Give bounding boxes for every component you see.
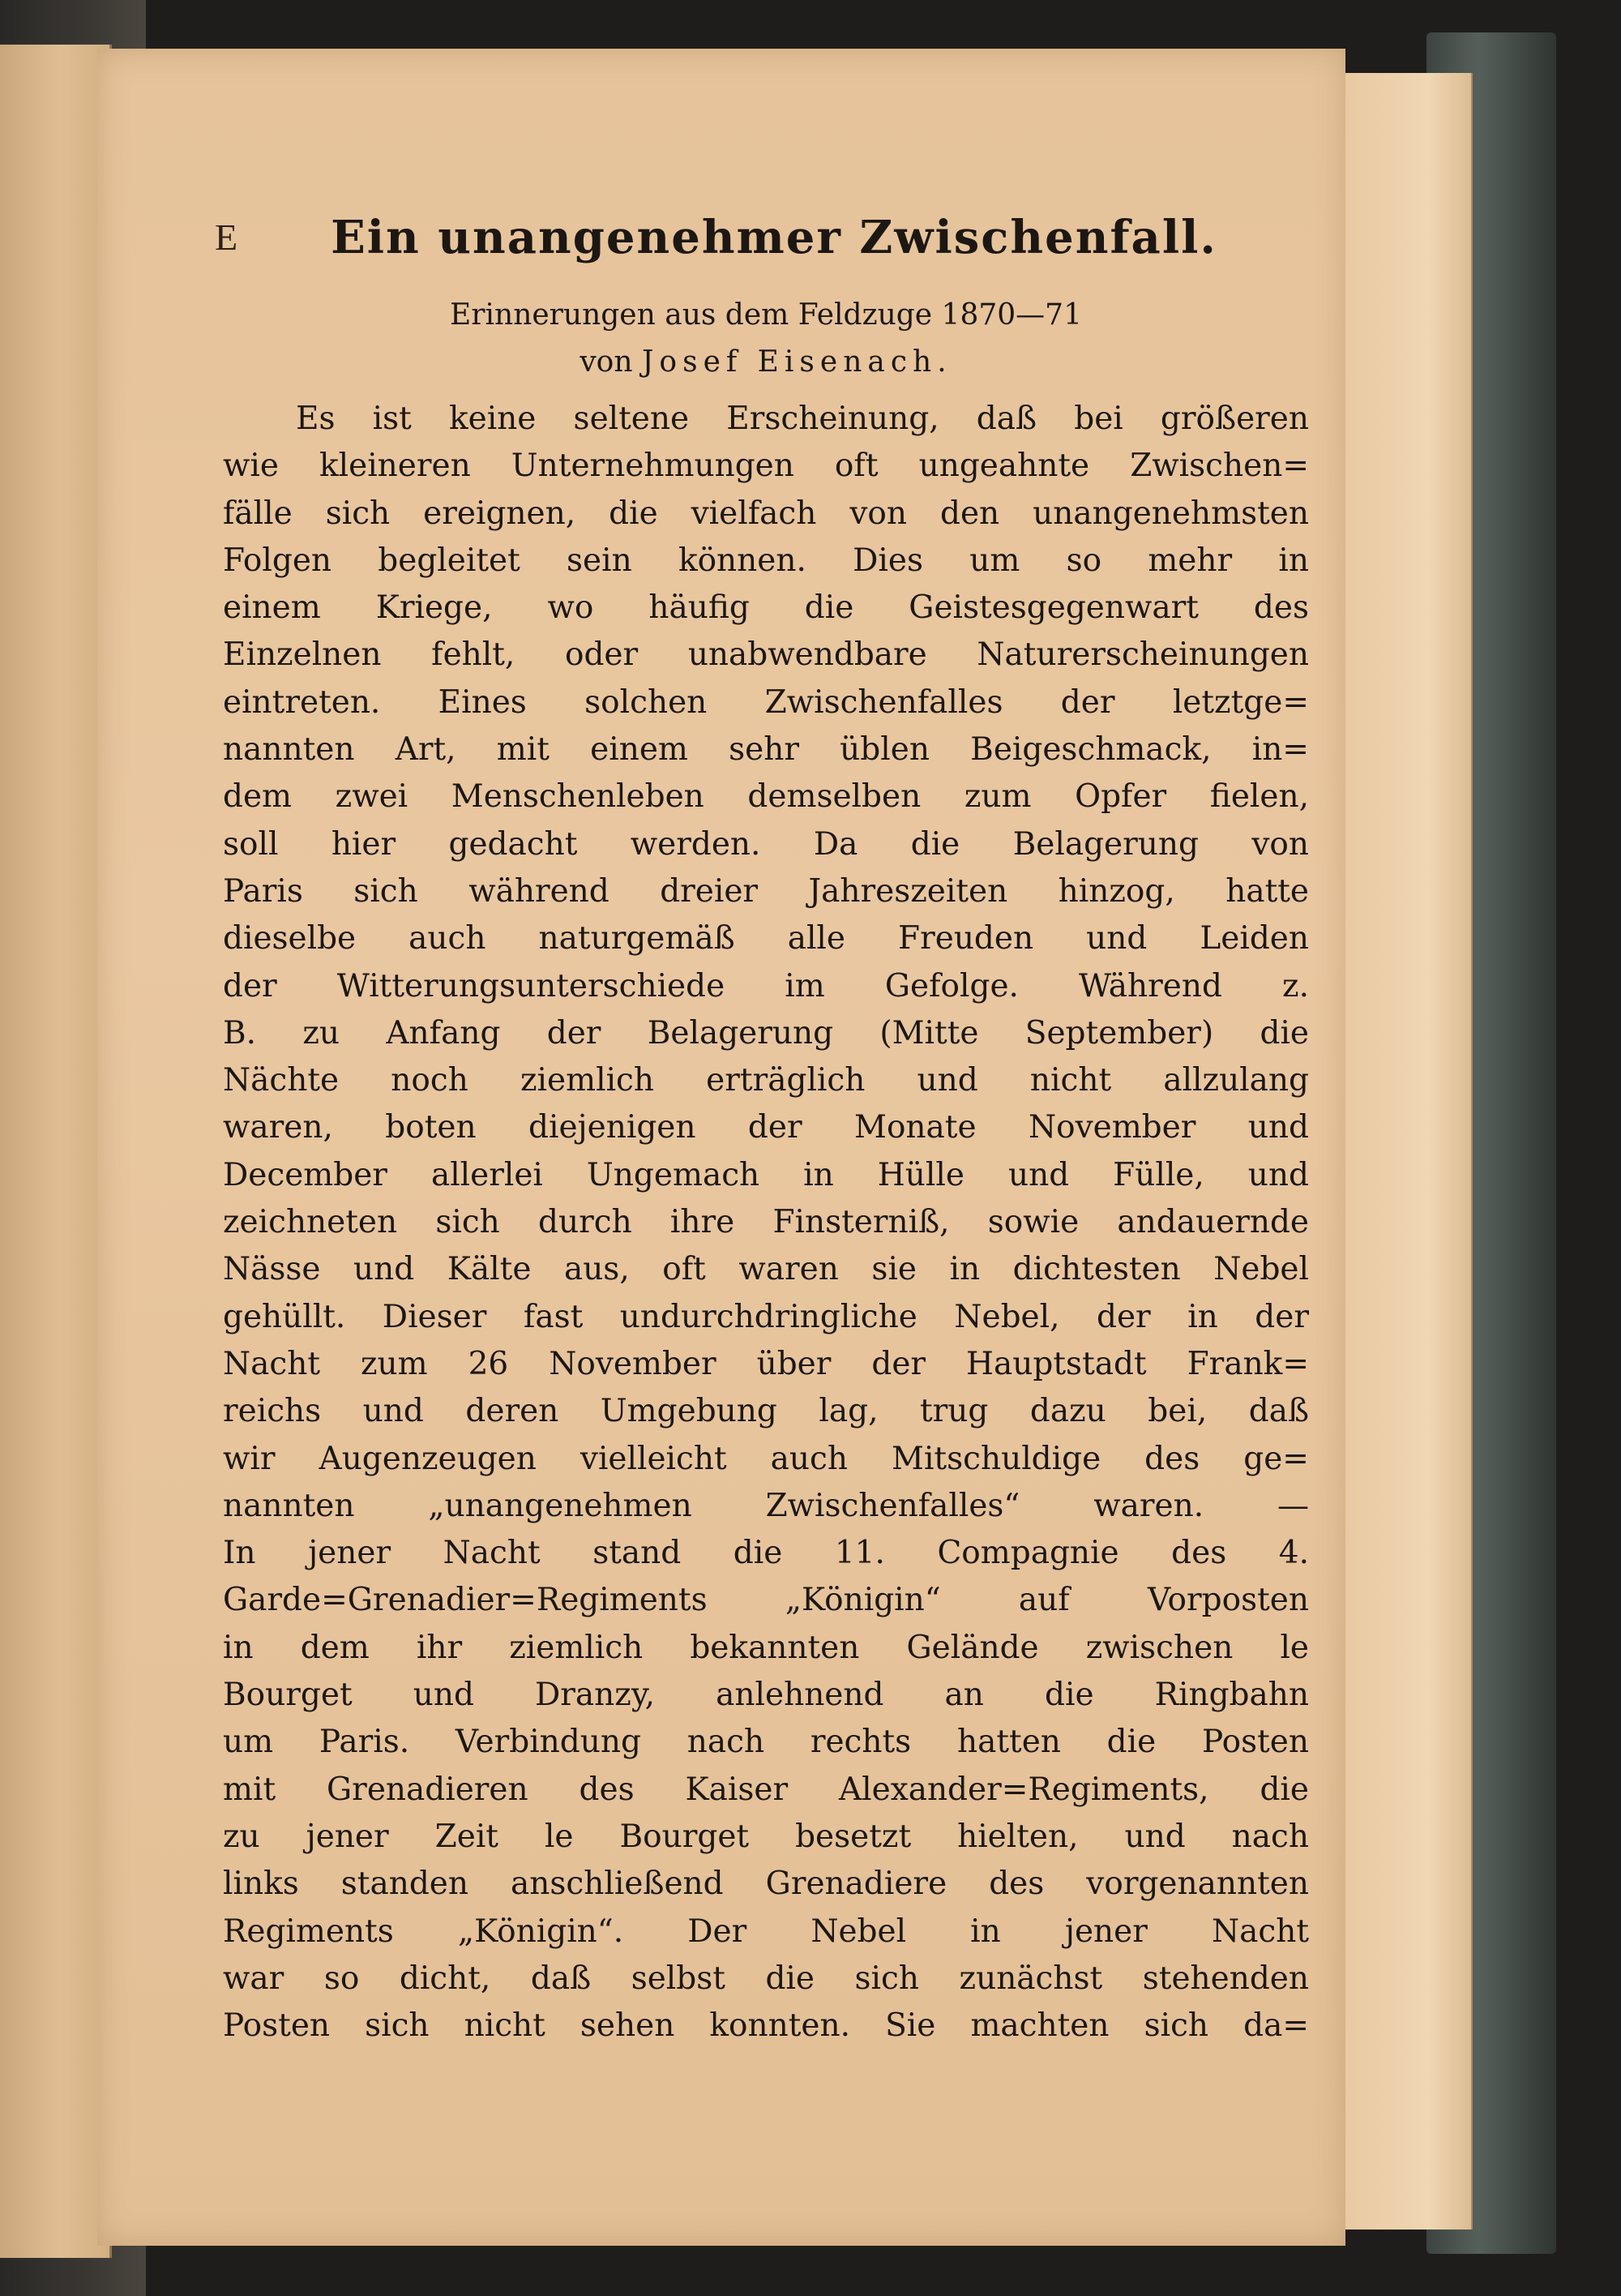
- title-row: [215, 211, 1309, 284]
- text-line: um Paris. Verbindung nach rechts hatten die Posten: [223, 1724, 1309, 1761]
- book-page: [97, 49, 1345, 2246]
- text-line: wie kleineren Unternehmungen oft ungeahnte Zwischen=: [223, 448, 1309, 485]
- text-line: reichs und deren Umgebung lag, trug dazu bei, daß: [223, 1393, 1309, 1430]
- text-line: nannten Art, mit einem sehr üblen Beigeschmack, in=: [223, 731, 1309, 769]
- text-line: In jener Nacht stand die 11. Compagnie des 4.: [223, 1535, 1309, 1572]
- text-line: Posten sich nicht sehen konnten. Sie machten sich da=: [223, 2007, 1309, 2045]
- article-subtitle: Erinnerungen aus dem Feldzuge 1870—71: [450, 298, 1082, 332]
- previous-page-edge: [0, 45, 112, 2258]
- text-line: B. zu Anfang der Belagerung (Mitte September) die: [223, 1014, 1309, 1052]
- text-line: wir Augenzeugen vielleicht auch Mitschuldige des ge=: [223, 1440, 1309, 1477]
- text-line: Paris sich während dreier Jahreszeiten hinzog, hatte: [223, 872, 1309, 910]
- text-line: Nächte noch ziemlich erträglich und nicht allzulang: [223, 1062, 1309, 1099]
- author-prefix: von: [580, 345, 633, 379]
- text-line: Einzelnen fehlt, oder unabwendbare Naturerscheinungen: [223, 636, 1309, 674]
- text-line: in dem ihr ziemlich bekannten Gelände zwischen le: [223, 1629, 1309, 1666]
- title-marker: E: [215, 216, 238, 258]
- text-line: eintreten. Eines solchen Zwischenfalles der letztge=: [223, 683, 1309, 721]
- text-line: dieselbe auch naturgemäß alle Freuden und Leiden: [223, 920, 1309, 957]
- text-line: zu jener Zeit le Bourget besetzt hielten, und nach: [223, 1818, 1309, 1855]
- text-line: nannten „unangenehmen Zwischenfalles“ waren. —: [223, 1487, 1309, 1524]
- author-line: [223, 339, 1309, 386]
- text-line: war so dicht, daß selbst die sich zunächst stehenden: [223, 1960, 1309, 1997]
- author-name: Josef Eisenach.: [641, 345, 952, 379]
- text-line: der Witterungsunterschiede im Gefolge. Während z.: [223, 967, 1309, 1004]
- text-line: Regiments „Königin“. Der Nebel in jener Nacht: [223, 1913, 1309, 1950]
- page-content: [215, 211, 1309, 2050]
- text-line: zeichneten sich durch ihre Finsterniß, sowie andauernde: [223, 1204, 1309, 1241]
- text-line: soll hier gedacht werden. Da die Belagerung von: [223, 825, 1309, 863]
- text-line: dem zwei Menschenleben demselben zum Opfer fielen,: [223, 778, 1309, 816]
- text-line: Garde=Grenadier=Regiments „Königin“ auf Vorposten: [223, 1582, 1309, 1619]
- text-line: waren, boten diejenigen der Monate November und: [223, 1109, 1309, 1146]
- text-line: Nacht zum 26 November über der Hauptstadt Frank=: [223, 1345, 1309, 1382]
- text-line: Nässe und Kälte aus, oft waren sie in dichtesten Nebel: [223, 1251, 1309, 1288]
- text-line: Bourget und Dranzy, anlehnend an die Ringbahn: [223, 1677, 1309, 1714]
- body-text: [223, 396, 1309, 2050]
- text-line: mit Grenadieren des Kaiser Alexander=Regiments, die: [223, 1771, 1309, 1808]
- text-line: gehüllt. Dieser fast undurchdringliche Nebel, der in der: [223, 1298, 1309, 1335]
- text-line: December allerlei Ungemach in Hülle und Fülle, und: [223, 1156, 1309, 1193]
- text-line: fälle sich ereignen, die vielfach von den unangenehmsten: [223, 495, 1309, 532]
- next-page-edge: [1329, 73, 1473, 2230]
- text-line: einem Kriege, wo häufig die Geistesgegenwart des: [223, 589, 1309, 627]
- article-title: Ein unangenehmer Zwischenfall.: [331, 211, 1217, 264]
- text-line: links standen anschließend Grenadiere des vorgenannten: [223, 1866, 1309, 1903]
- text-line: Folgen begleitet sein können. Dies um so mehr in: [223, 542, 1309, 579]
- text-line: Es ist keine seltene Erscheinung, daß bei größeren: [296, 401, 1309, 437]
